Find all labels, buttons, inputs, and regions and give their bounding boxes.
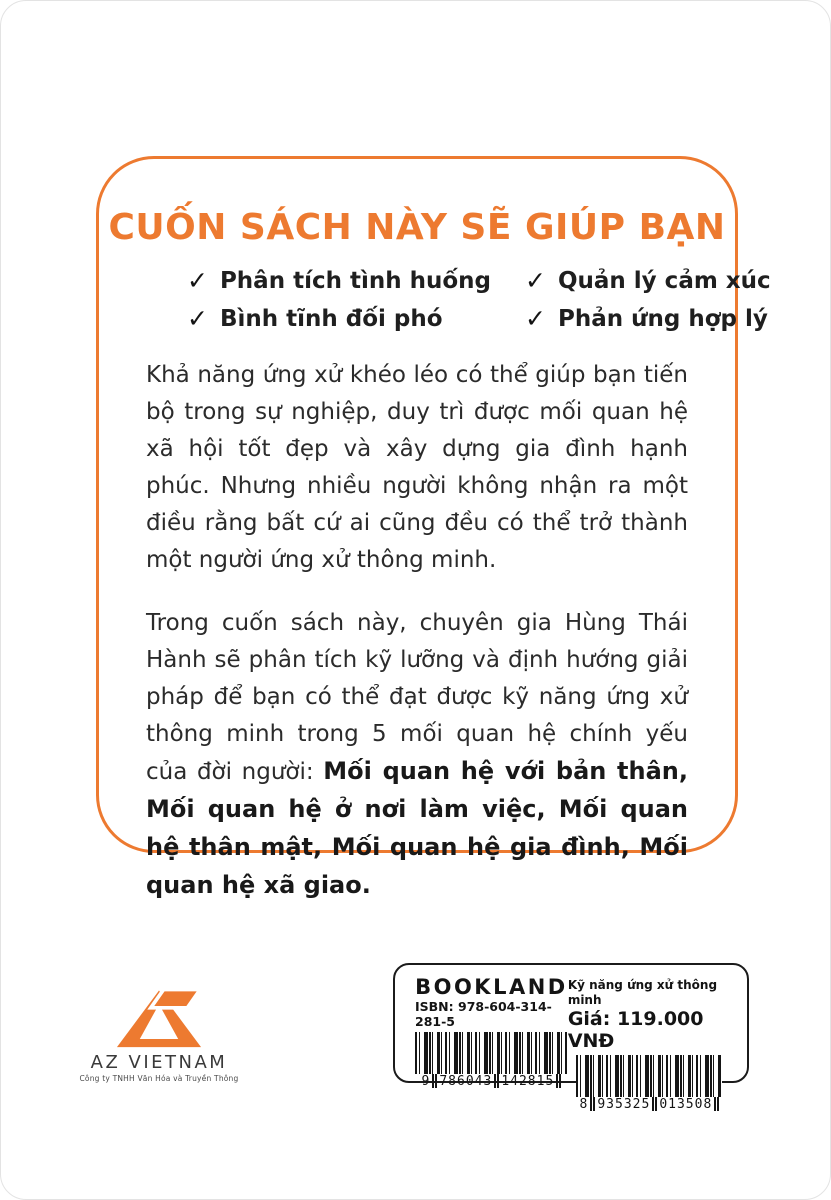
checklist-item-label: Quản lý cảm xúc [557,267,771,294]
price-label: Giá: 119.000 VNĐ [567,1008,704,1052]
barcode-digit-group: 935325 [597,1097,651,1112]
paragraph-2-bold-text: Mối quan hệ với bản thân, Mối quan hệ ở nơi làm việc, Mối quan hệ thân mật, Mối quan hệ gia đình, Mối quan hệ xã giao. [146,757,689,899]
body-paragraph-1: Khả năng ứng xử khéo léo có thể giúp bạn tiến bộ trong sự nghiệp, duy trì được mối quan hệ xã hội tốt đẹp và xây dựng gia đình hạnh phúc. Nhưng nhiều người không nhận ra một điều rằng bất cứ ai cũng đều có thể trở thành một người ứng xử thông minh. [146,362,688,573]
check-icon: ✓ [525,266,546,295]
check-icon: ✓ [187,304,208,333]
barcode-guard-bars [714,1097,719,1111]
price-barcode [576,1055,722,1097]
paragraph-2-regular-text: Trong cuốn sách này, chuyên gia Hùng Thái Hành sẽ phân tích kỹ lưỡng và định hướng giải pháp để bạn có thể đạt được kỹ năng ứng xử thông minh trong 5 mối quan hệ chính yếu của đời người: [146,610,688,785]
book-title-label: Kỹ năng ứng xử thông minh [567,978,718,1007]
checklist-item [525,266,771,295]
page-title: CUỐN SÁCH NÀY SẼ GIÚP BẠN [108,207,726,248]
az-vietnam-logo-icon [113,985,205,1049]
barcode-guard-bars [556,1074,561,1088]
highlight-panel [96,156,771,899]
isbn-barcode-group [415,975,568,1089]
bookland-label: BOOKLAND [415,975,568,999]
barcode-digit-group: 8 [579,1097,589,1112]
barcode-panel [393,963,749,1112]
isbn-barcode [415,1032,567,1074]
barcode-guard-bars [432,1074,437,1088]
price-barcode-digits [579,1097,721,1112]
check-icon: ✓ [525,304,546,333]
checklist-item [187,266,491,295]
publisher-name: AZ VIETNAM [90,1052,228,1073]
isbn-barcode-digits [421,1074,563,1089]
barcode-guard-bars [590,1097,595,1111]
isbn-label: ISBN: 978-604-314-281-5 [415,999,552,1029]
body-paragraph-2 [146,605,688,905]
checklist-item [525,304,771,333]
barcode-digit-group: 786043 [439,1074,493,1089]
check-icon: ✓ [187,266,208,295]
benefits-checklist [99,266,771,333]
checklist-item [187,304,491,333]
price-barcode-group [568,975,731,1112]
publisher-subtitle: Công ty TNHH Văn Hóa và Truyền Thông [79,1074,239,1083]
barcode-digit-group: 9 [421,1074,431,1089]
barcode-guard-bars [652,1097,657,1111]
barcode-guard-bars [494,1074,499,1088]
barcode-digit-group: 013508 [659,1097,713,1112]
publisher-block [71,985,247,1083]
checklist-item-label: Phân tích tình huống [219,267,492,294]
barcode-digit-group: 142815 [501,1074,555,1089]
checklist-item-label: Phản ứng hợp lý [557,305,768,332]
checklist-item-label: Bình tĩnh đối phó [219,305,443,332]
